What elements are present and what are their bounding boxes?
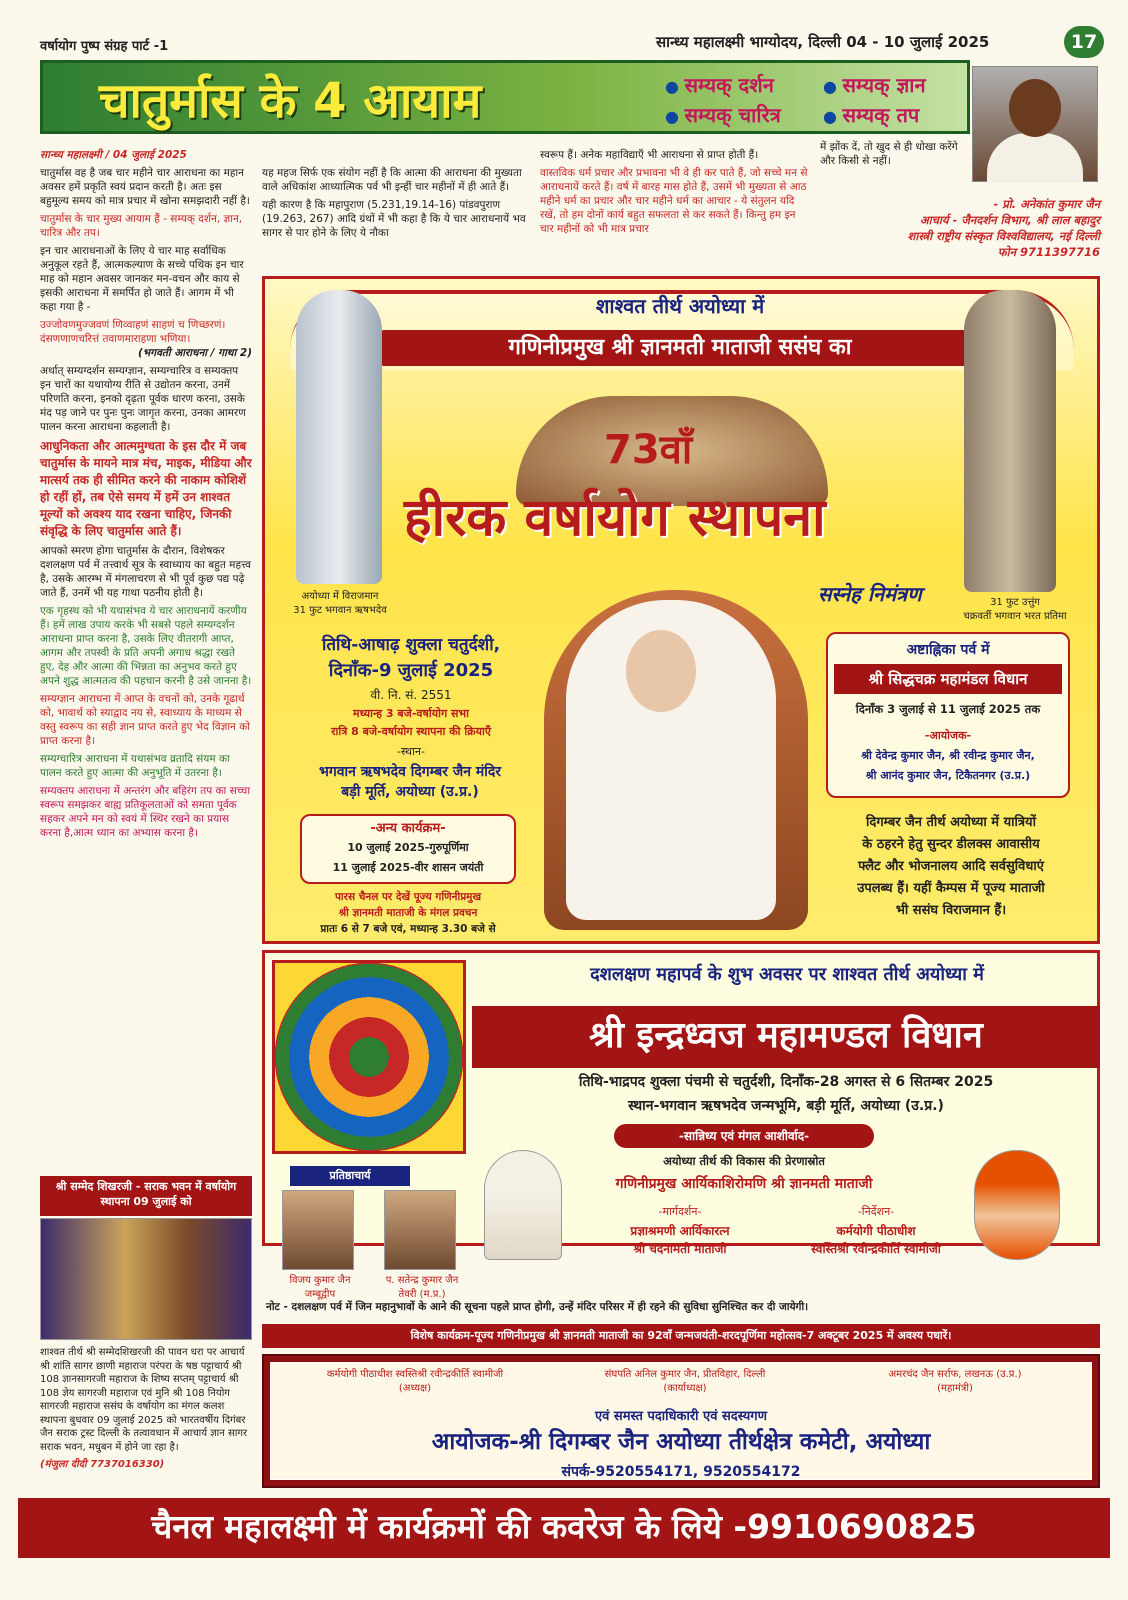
ad2-margdarshan-1: प्रज्ञाश्रमणी आर्यिकारत्न (630, 1224, 730, 1238)
article-column-1 (40, 148, 252, 844)
verse: उज्जोवणमुज्जवणं णिव्वाहणं साहणं च णिच्छरणं। (40, 319, 226, 331)
ashtahnika-box (826, 632, 1070, 798)
para: वास्तविक धर्म प्रचार और प्रभावना भी वे ही कर पाते हैं, जो सच्चे मन से आराधनायें करते हैं। वर्ष में बारह मास होते हैं, उसमें भी मुख्यता से आठ महीने धर्म का प्रचार और चार महीने धर्म का आचार - ये संतुलन यदि रखें, तो हम दोनों कार्य बहुत सफलता से कर सकते हैं। किन्तु हम इन चार महीनों को भी मात्र प्रचार (540, 167, 808, 235)
para: एक गृहस्थ को भी यथासंभव ये चार आराधनायें करणीय हैं। हमें लाख उपाय करके भी सबसे पहले सम्यग्दर्शन आराधना प्राप्त करना है, उसके लिए वीतरागी आप्त, आगम और तपस्वी के प्रति अपनी अगाध श्रद्धा रखते हुए, देह और आत्मा की भिन्नता का अनुभव करते हुए अपने शुद्ध आत्मतत्व की पहचान करनी है उसे जानना है। (40, 605, 252, 687)
ad2-margdarshan-2: श्री चंदनामती माताजी (633, 1242, 727, 1256)
page-number: 17 (1064, 26, 1104, 58)
author-name: - प्रो. अनेकांत कुमार जैन (993, 197, 1100, 211)
sidebar-photo (40, 1218, 252, 1340)
para: यही कारण है कि महापुराण (5.231,19.14-16) पांडवपुराण (19.263, 267) आदि ग्रंथों में भी कहा है कि ये चार आराधनायें भव सागर से पार होने के लिए ये नौका (262, 199, 526, 239)
para: चातुर्मास के चार मुख्य आयाम हैं - सम्यक् दर्शन, ज्ञान, चारित्र और तप। (40, 213, 243, 239)
ad1-line2: गणिनीप्रमुख श्री ज्ञानमती माताजी ससंघ का (380, 330, 980, 366)
para: स्वरूप हैं। अनेक महाविद्याएँ भी आराधना से प्राप्त होती हैं। (540, 149, 759, 161)
committee-member-3: अमरचंद जैन सर्राफ, लखनऊ (उ.प्र.) (महामंत्री) (888, 1369, 1022, 1394)
statue-rishabhdev (296, 290, 382, 584)
committee-member-2: संघपति अनिल कुमार जैन, प्रीतविहार, दिल्ली (कार्याध्यक्ष) (604, 1369, 766, 1394)
photo-chandanamati (484, 1150, 562, 1260)
author-post: शास्त्री राष्ट्रीय संस्कृत विश्वविद्यालय, नई दिल्ली (907, 229, 1100, 243)
sidebar-box-text (40, 1346, 252, 1476)
ad2-nirdeshan-2: स्वस्तिश्री रवीन्द्रकीर्ति स्वामीजी (811, 1242, 941, 1256)
verse-source: (भगवती आराधना / गाथा 2) (137, 347, 252, 359)
committee-ayojak: आयोजक-श्री दिगम्बर जैन अयोध्या तीर्थक्षेत्र कमेटी, अयोध्या (431, 1429, 931, 1455)
sidebar-text: शाश्वत तीर्थ श्री सम्मेदशिखरजी की पावन धरा पर आचार्य श्री शांति सागर छाणी महाराज परंपरा के षष्ठ पट्टाचार्य श्री 108 ज्ञानसागरजी महाराज के शिष्य सप्तम् पट्टाचार्य श्री 108 ज्ञेय सागरजी महाराज एवं मुनि श्री 108 नियोग सागरजी महाराज ससंघ के वर्षायोग का मंगल कलश स्थापना बुधवार 09 जुलाई 2025 को भारतवर्षीय दिगंबर जैन सराक ट्रस्ट दिल्ली के तत्वावधान में आचार्य ज्ञान सागर सराक भवन, मधुबन में होने जा रहा है। (40, 1347, 248, 1453)
committee-all: एवं समस्त पदाधिकारी एवं सदस्यगण (594, 1409, 768, 1424)
header-left: वर्षायोग पुष्प संग्रह पार्ट -1 (40, 39, 169, 54)
ad2-mataji: गणिनीप्रमुख आर्यिकाशिरोमणि श्री ज्ञानमती माताजी (615, 1176, 873, 1192)
dim-charitra: ● सम्यक् चारित्र (665, 103, 781, 127)
statue-bharat (964, 290, 1056, 592)
article-column-2 (262, 166, 530, 244)
para: सम्यग्चारित्र आराधना में यथासंभव व्रतादि संयम का पालन करते हुए आत्मा की अनुभूति में उतरना है। (40, 753, 230, 779)
ad1-tithi: तिथि-आषाढ़ शुक्ला चतुर्दशी, (321, 635, 501, 655)
dim-gyan: ● सम्यक् ज्ञान (823, 73, 926, 97)
para: चातुर्मास वह है जब चार महीने चार आराधना का महान अवसर हमें प्रकृति स्वयं प्रदान करती है। अतः इस बहुमूल्य समय को मात्र प्रचार में खोना समझदारी नहीं है। (40, 167, 250, 207)
sidebar-box-title: श्री सम्मेद शिखरजी - सराक भवन में वर्षायोग स्थापना 09 जुलाई को (40, 1176, 252, 1216)
ashtahnika-title: श्री सिद्धचक्र महामंडल विधान (834, 664, 1062, 694)
ad1-vir: वी. नि. सं. 2551 (370, 688, 452, 702)
dim-tap: ● सम्यक् तप (823, 103, 920, 127)
facility-info: दिगम्बर जैन तीर्थ अयोध्या में यात्रियों के ठहरने हेतु सुन्दर डीलक्स आवासीय फ्लैट और भोजनालय आदि सर्वसुविधाएं उपलब्ध हैं। यहीं कैम्पस में पूज्य माताजी भी ससंघ विराजमान हैं। (857, 815, 1045, 918)
anya-item: 10 जुलाई 2025-गुरुपूर्णिमा (347, 841, 469, 854)
p1-caption: विजय कुमार जैन जम्बूद्वीप (289, 1275, 351, 1300)
statue-right-caption: 31 फुट उत्तुंग चक्रवर्ती भगवान भरत प्रतिमा (963, 597, 1067, 622)
ad2-sthan: स्थान-भगवान ऋषभदेव जन्मभूमि, बड़ी मूर्ति, अयोध्या (उ.प्र.) (628, 1098, 944, 1114)
para-highlight: आधुनिकता और आत्ममुग्धता के इस दौर में जब चातुर्मास के मायने मात्र मंच, माइक, मीडिया और मात्सर्य तक ही सीमित करने की नाकाम कोशिशें हो रहीं हों, तब ऐसे समय में हमें उन शाश्वत मूल्यों को अवश्य याद रखना चाहिए, जिनकी संवृद्धि के लिए चातुर्मास आते हैं। (40, 439, 252, 538)
dim-darshan: ● सम्यक् दर्शन (665, 73, 774, 97)
ad1-sthan1: भगवान ऋषभदेव दिगम्बर जैन मंदिर (318, 764, 502, 780)
para: आपको स्मरण होगा चातुर्मास के दौरान, विशेषकर दशलक्षण पर्व में तत्त्वार्थ सूत्र के स्वाध्याय का बहुत महत्त्व है, उसके आरम्भ में मंगलाचरण से भी पूर्व कुछ पद्य पढ़े जाते हैं, उनमें भी यह गाथा पठनीय होती है। (40, 545, 251, 599)
ad1-number: 73वाँ (604, 427, 693, 473)
statue-left-caption: अयोध्या में विराजमान 31 फुट भगवान ऋषभदेव (293, 591, 387, 616)
ad1-date: दिनाँक-9 जुलाई 2025 (328, 660, 494, 681)
committee-member-1: कर्मयोगी पीठाधीश स्वस्तिश्री रवीन्द्रकीर्ति स्वामीजी (अध्यक्ष) (326, 1369, 504, 1394)
author-photo (972, 66, 1098, 182)
banner-title: चातुर्मास के 4 आयाम (99, 73, 482, 129)
ad1-sthan-heading: -स्थान- (397, 745, 425, 758)
bottom-banner: चैनल महालक्ष्मी में कार्यक्रमों की कवरेज के लिये -9910690825 (18, 1498, 1110, 1558)
anya-heading: -अन्य कार्यक्रम- (370, 821, 446, 836)
article-column-3 (540, 148, 808, 240)
ashtahnika-date: दिनाँक 3 जुलाई से 11 जुलाई 2025 तक (855, 702, 1041, 716)
paras-line2: श्री ज्ञानमती माताजी के मंगल प्रवचन (338, 907, 478, 919)
dateline: सान्ध्य महालक्ष्मी / 04 जुलाई 2025 (40, 149, 187, 161)
ad2-title: श्री इन्द्रध्वज महामण्डल विधान (472, 1006, 1100, 1068)
ad1-sthan2: बड़ी मूर्ति, अयोध्या (उ.प्र.) (341, 784, 479, 800)
author-caption (830, 196, 1100, 260)
para: अर्थात् सम्यग्दर्शन सम्यग्ज्ञान, सम्यग्चारित्र व सम्यक्तप इन चारों का यथायोग्य रीति से उद्योतन करना, उनमें परिणति करना, इनको दृढ़ता पूर्वक धारण करना, उसके मंद पड़ जाने पर पुनः पुनः जागृत करना, उनका आमरण पालन करना आराधना कहलाती है। (40, 365, 246, 433)
paras-line3: प्रातः 6 से 7 बजे एवं, मध्यान्ह 3.30 बजे से (320, 923, 496, 935)
invite-text: सस्नेह निमंत्रण (818, 582, 922, 606)
ashtahnika-organizer-heading: -आयोजक- (924, 729, 972, 742)
header-right: सान्ध्य महालक्ष्मी भाग्योदय, दिल्ली 04 - 10 जुलाई 2025 (656, 33, 990, 51)
ad2-sanidhya: -सान्निध्य एवं मंगल आशीर्वाद- (614, 1124, 874, 1148)
ad1-time1: मध्यान्ह 3 बजे-वर्षायोग सभा (353, 707, 469, 720)
ad2-tithi: तिथि-भाद्रपद शुक्ला पंचमी से चतुर्दशी, दिनाँक-28 अगस्त से 6 सितम्बर 2025 (578, 1074, 994, 1090)
ashtahnika-organizer: श्री आनंद कुमार जैन, टिकैतनगर (उ.प्र.) (865, 769, 1031, 782)
ashtahnika-heading: अष्टाह्निका पर्व में (906, 642, 990, 658)
para: यह महज सिर्फ एक संयोग नहीं है कि आत्मा की आराधना की मुख्यता वाले अधिकांश आध्यात्मिक पर्व भी इन्हीं चार महीनों में ही आते हैं। (262, 167, 522, 193)
ad1-line1: शाश्वत तीर्थ अयोध्या में (595, 294, 765, 318)
author-post: आचार्य - जैनदर्शन विभाग, श्री लाल बहादुर (919, 213, 1100, 227)
article-column-4: में झोंक दें, तो खुद से ही धोखा करेंगे और किसी से नहीं। (820, 141, 958, 167)
ad2-nirdeshan-heading: -निर्देशन- (857, 1205, 895, 1218)
committee-contact: संपर्क-9520554171, 9520554172 (561, 1464, 801, 1480)
sidebar-contact: (मंजुला दीदी 7737016330) (40, 1459, 165, 1470)
mataji-face (626, 630, 696, 712)
ashtahnika-organizer: श्री देवेन्द्र कुमार जैन, श्री रवीन्द्र कुमार जैन, (861, 749, 1035, 762)
photo-satendra-kumar (384, 1190, 456, 1270)
mandal-diagram (272, 960, 466, 1154)
ad1-title: हीरक वर्षायोग स्थापना (404, 488, 826, 548)
para: सम्यक्तप आराधना में अन्तरंग और बहिरंग तप का सच्चा स्वरूप समझकर बाह्य प्रतिकूलताओं को समता पूर्वक सहकर अपने मन को स्वयं में स्थिर रखने का प्रयास करना है,आत्म ध्यान का अभ्यास करना है। (40, 785, 251, 839)
pratishthacharya-label: प्रतिष्ठाचार्य (290, 1166, 410, 1186)
anya-item: 11 जुलाई 2025-वीर शासन जयंती (332, 861, 484, 874)
ad2-note: नोट - दशलक्षण पर्व में जिन महानुभावों के आने की सूचना पहले प्राप्त होगी, उन्हें मंदिर परिसर में ही रहने की सुविधा सुनिश्चित कर दी जायेगी। (266, 1301, 809, 1313)
verse: दंसणणाणचरित्तं तवाणमाराहणा भणिया। (40, 333, 191, 345)
paras-line1: पारस चैनल पर देखें पूज्य गणिनीप्रमुख (334, 891, 482, 903)
vishesh-line: विशेष कार्यक्रम-पूज्य गणिनीप्रमुख श्री ज्ञानमती माताजी का 92वाँ जन्मजयंती-शरदपूर्णिमा महोत्सव-7 अक्टूबर 2025 में अवश्य पधारें। (262, 1324, 1100, 1348)
p2-caption: प. सतेन्द्र कुमार जैन तेवरी (म.प्र.) (385, 1275, 459, 1300)
para: सम्यग्ज्ञान आराधना में आप्त के वचनों को, उनके गूढार्थ को, भावार्थ को स्याद्वाद नय से, स्वाध्याय के माध्यम से वस्तु स्वरूप का सही ज्ञान प्राप्त करते हुए भेद विज्ञान को प्राप्त करना है। (40, 693, 250, 747)
ad1-time2: रात्रि 8 बजे-वर्षायोग स्थापना की क्रियाएँ (331, 725, 491, 738)
author-phone: फोन 9711397716 (997, 245, 1100, 259)
photo-ravindrakirti (974, 1150, 1060, 1260)
ad2-preran: अयोध्या तीर्थ की विकास की प्रेरणास्रोत (663, 1154, 825, 1168)
ad2-nirdeshan-1: कर्मयोगी पीठाधीश (836, 1224, 916, 1238)
ad2-top: दशलक्षण महापर्व के शुभ अवसर पर शाश्वत तीर्थ अयोध्या में (590, 964, 984, 985)
para: इन चार आराधनाओं के लिए ये चार माह सर्वाधिक अनुकूल रहते हैं, आत्मकल्याण के सच्चे पथिक इन चार माह को महान अवसर जानकर मन-वचन और काय से इसकी आराधना में समर्पित हो जाते हैं। आगम में भी कहा गया है - (40, 245, 244, 313)
ad2-margdarshan-heading: -मार्गदर्शन- (658, 1205, 702, 1218)
anya-karyakram-box (300, 814, 516, 884)
title-banner (40, 60, 970, 134)
photo-vijay-kumar (282, 1190, 354, 1270)
